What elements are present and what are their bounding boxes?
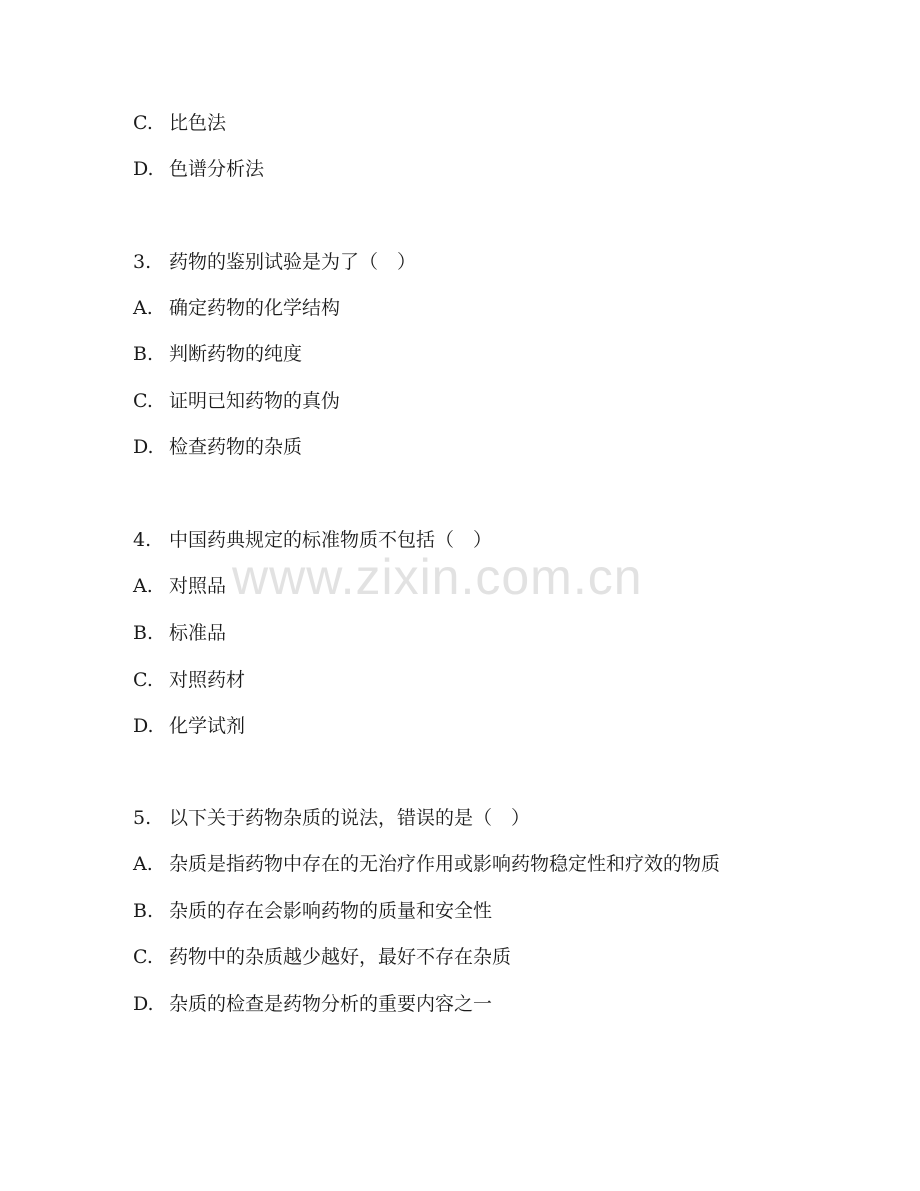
option-text: 药物中的杂质越少越好，最好不存在杂质 (169, 946, 512, 968)
option-line (133, 668, 245, 692)
option-marker: D. (133, 993, 154, 1015)
question-line (133, 806, 530, 830)
option-marker: C. (133, 669, 153, 691)
question-line (133, 250, 416, 274)
option-text: 色谱分析法 (169, 158, 265, 180)
option-line (133, 714, 245, 738)
question-text: 药物的鉴别试验是为了（ ） (169, 251, 417, 273)
option-text: 对照药材 (169, 669, 246, 691)
option-marker: A. (133, 575, 153, 597)
option-line (133, 389, 340, 413)
option-text: 对照品 (169, 575, 227, 597)
option-text: 证明已知药物的真伪 (169, 390, 341, 412)
option-marker: A. (133, 297, 153, 319)
watermark: www.zixin.com.cn (232, 549, 643, 605)
option-marker: C. (133, 112, 153, 134)
option-line (133, 435, 302, 459)
option-text: 确定药物的化学结构 (169, 297, 341, 319)
option-line (133, 574, 226, 598)
question-text: 以下关于药物杂质的说法，错误的是（ ） (169, 807, 531, 829)
option-text: 检查药物的杂质 (169, 436, 303, 458)
option-text: 杂质的检查是药物分析的重要内容之一 (169, 993, 493, 1015)
option-text: 杂质是指药物中存在的无治疗作用或影响药物稳定性和疗效的物质 (169, 853, 721, 875)
option-marker: B. (133, 900, 154, 922)
question-text: 中国药典规定的标准物质不包括（ ） (169, 529, 493, 551)
option-text: 杂质的存在会影响药物的质量和安全性 (169, 900, 493, 922)
question-number: 3. (133, 251, 152, 273)
option-line (133, 342, 302, 366)
option-marker: A. (133, 853, 153, 875)
option-line (133, 111, 226, 135)
option-text: 比色法 (169, 112, 227, 134)
option-marker: D. (133, 158, 154, 180)
option-line (133, 157, 264, 181)
option-marker: B. (133, 622, 154, 644)
option-marker: D. (133, 436, 154, 458)
option-marker: D. (133, 715, 154, 737)
option-line (133, 899, 492, 923)
option-text: 化学试剂 (169, 715, 246, 737)
option-line (133, 945, 511, 969)
option-line (133, 992, 492, 1016)
option-marker: B. (133, 343, 154, 365)
question-number: 4. (133, 529, 152, 551)
option-line (133, 296, 340, 320)
option-marker: C. (133, 946, 153, 968)
option-text: 判断药物的纯度 (169, 343, 303, 365)
option-line (133, 621, 226, 645)
option-line (133, 852, 720, 876)
question-number: 5. (133, 807, 152, 829)
option-marker: C. (133, 390, 153, 412)
option-text: 标准品 (169, 622, 227, 644)
